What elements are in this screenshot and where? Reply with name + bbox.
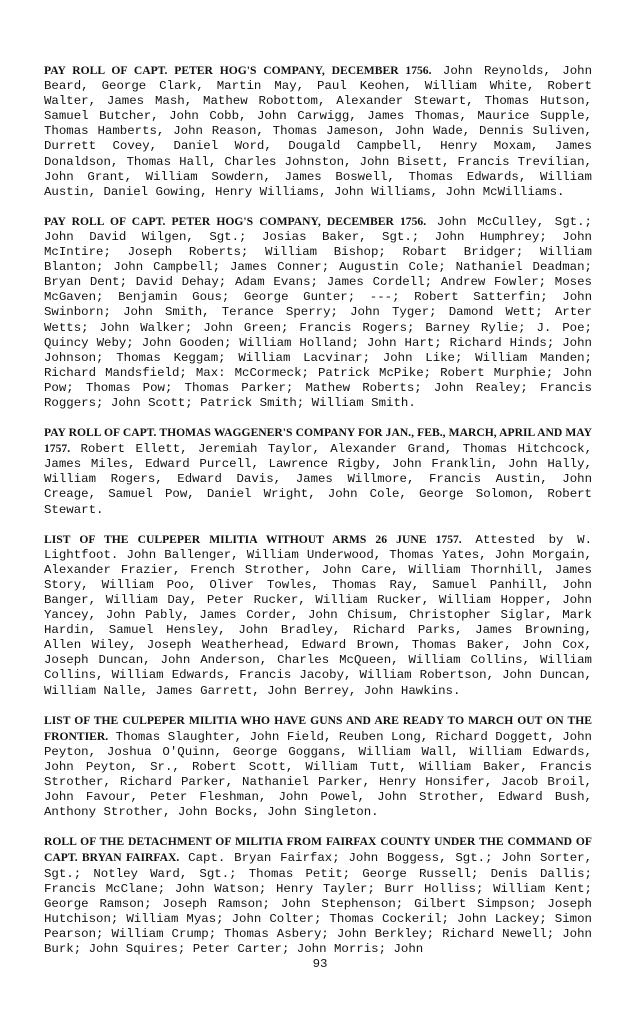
roll-entry-6: [44, 834, 592, 957]
entry-heading: ROLL OF THE DETACHMENT OF MILITIA FROM FAIRFAX COUNTY UNDER THE COMMAND OF CAPT. BRYAN FAIRFAX.: [44, 835, 592, 865]
document-page: [44, 63, 592, 971]
entry-text: Capt. Bryan Fairfax; John Boggess, Sgt.; John Sorter, Sgt.; Notley Ward, Sgt.; Thomas Petit; George Russell; Denis Dallis; Francis McClane; John Watson; Henry Tayler; Burr Holliss; William Kent; George Ramson; Joseph Ramson; John Stephenson; Gilbert Simpson; Joseph Hutchison; William Myas; John Colter; Thomas Cockeril; John Lackey; Simon Pearson; William Crump; Thomas Asbery; John Berkley; Richard Newell; John Burk; John Squires; Peter Carter; John Morris; John: [44, 851, 593, 956]
entry-heading: LIST OF THE CULPEPER MILITIA WHO HAVE GUNS AND ARE READY TO MARCH OUT ON THE FRONTIER.: [44, 713, 592, 743]
entry-heading: PAY ROLL OF CAPT. PETER HOG'S COMPANY, DECEMBER 1756.: [44, 214, 427, 228]
entry-text: John Reynolds, John Beard, George Clark, Martin May, Paul Keohen, William White, Robert Walter, James Mash, Mathew Robottom, Alexander Stewart, Thomas Hutson, Samuel Butcher, John Cobb, John Carwigg, James Thomas, Maurice Supple, Thomas Hamberts, John Reason, Thomas Jameson, John Wade, Dennis Suliven, Durrett Covey, Daniel Word, Dougald Campbell, Henry Moxam, James Donaldson, Thomas Hall, Charles Johnston, John Bisett, Francis Trevilian, John Grant, William Sowdern, James Boswell, Thomas Edwards, William Austin, Daniel Gowing, Henry Williams, John Williams, John McWilliams.: [44, 64, 593, 199]
entry-text: Robert Ellett, Jeremiah Taylor, Alexander Grand, Thomas Hitchcock, James Miles, Edward Purcell, Lawrence Rigby, John Franklin, John Hally, William Rogers, Edward Davis, James Willmore, Francis Austin, John Creage, Samuel Pow, Daniel Wright, John Cole, George Solomon, Robert Stewart.: [44, 442, 593, 517]
entry-heading: PAY ROLL OF CAPT. THOMAS WAGGENER'S COMPANY FOR JAN., FEB., MARCH, APRIL AND MAY 1757.: [44, 426, 592, 456]
roll-entry-1: [44, 63, 592, 200]
roll-entry-5: [44, 713, 592, 821]
page-number: 93: [312, 957, 328, 971]
entry-text: Thomas Slaughter, John Field, Reuben Long, Richard Doggett, John Peyton, Joshua O'Quinn, George Goggans, William Wall, William Edwards, John Peyton, Sr., Robert Scott, William Tutt, William Baker, Francis Strother, Richard Parker, Nathaniel Parker, Henry Honsifer, Jacob Broil, John Favour, Peter Fleshman, John Powel, John Strother, Edward Bush, Anthony Strother, John Bocks, John Singleton.: [44, 729, 592, 820]
roll-entry-2: [44, 214, 592, 411]
entry-heading: PAY ROLL OF CAPT. PETER HOG'S COMPANY, DECEMBER 1756.: [44, 64, 432, 77]
roll-entry-4: [44, 532, 592, 699]
entry-text: Attested by W. Lightfoot. John Ballenger, William Underwood, Thomas Yates, John Morgain, Alexander Frazier, French Strother, John Care, William Thornhill, James Story, William Poo, Oliver Towles, Thomas Ray, Samuel Panhill, John Banger, William Day, Peter Rucker, William Rucker, William Hopper, John Yancey, John Pably, James Corder, John Chisum, Christopher Siglar, Mark Hardin, Samuel Hensley, John Bradley, Richard Parks, James Browning, Allen Wiley, Joseph Weatherhead, Edward Brown, Thomas Baker, John Cox, Joseph Duncan, John Anderson, Charles McQueen, William Collins, William Collins, William Edwards, Francis Jacoby, William Robertson, John Duncan, William Nalle, James Garrett, John Berrey, John Hawkins.: [44, 532, 593, 698]
entry-heading: LIST OF THE CULPEPER MILITIA WITHOUT ARMS 26 JUNE 1757.: [44, 532, 462, 546]
roll-entry-3: [44, 425, 592, 518]
entry-text: John McCulley, Sgt.; John David Wilgen, Sgt.; Josias Baker, Sgt.; John Humphrey; John McIntire; Joseph Roberts; William Bishop; Robart Bridger; William Blanton; John Campbell; James Conner; Augustin Cole; Nathaniel Deadman; Bryan Dent; David Dehay; Adam Evans; James Cordell; Andrew Fowler; Moses McGaven; Benjamin Gous; George Gunter; ---; Robert Satterfin; John Swinborn; John Smith, Terance Sperry; John Tyger; Damond Wett; Arter Wetts; John Walker; John Green; Francis Rogers; Barney Rylie; J. Poe; Quincy Weby; John Gooden; William Holland; John Hart; Richard Hinds; John Johnson; Thomas Keggam; William Lacvinar; John Like; William Manden; Richard Mandsfield; Max: McCormeck; Patrick McPike; Robert Murphie; John Pow; Thomas Pow; Thomas Parker; Mathew Roberts; John Realey; Francis Roggers; John Scott; Patrick Smith; William Smith.: [44, 214, 592, 410]
